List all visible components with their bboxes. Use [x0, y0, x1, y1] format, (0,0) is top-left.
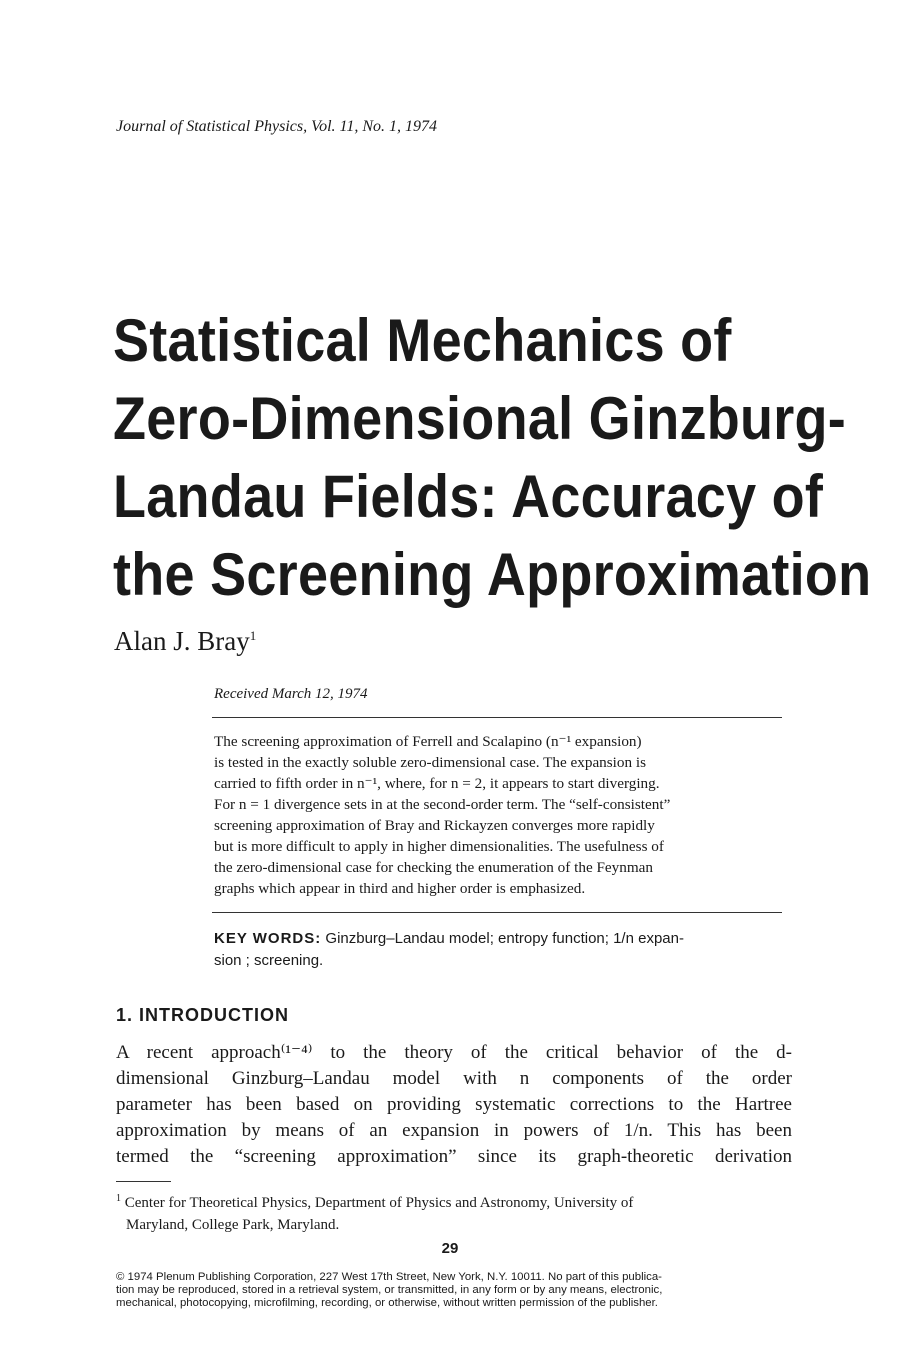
abstract-line: but is more difficult to apply in higher dimensionalities. The usefulness of	[214, 838, 664, 855]
copyright-line: tion may be reproduced, stored in a retrieval system, or transmitted, in any form or by any means, electronic,	[116, 1284, 663, 1296]
author-name: Alan J. Bray$^1$	[114, 626, 257, 656]
abstract-bottom-rule	[212, 912, 782, 913]
copyright-line: mechanical, photocopying, microfilming, recording, or otherwise, without written permission of the publisher.	[116, 1297, 658, 1309]
keywords-text: Ginzburg–Landau model; entropy function; 1/n expan-	[325, 930, 684, 947]
intro-line: dimensional Ginzburg–Landau model with n components of the order	[116, 1068, 792, 1089]
intro-paragraph	[116, 1040, 792, 1170]
copyright-line: © 1974 Plenum Publishing Corporation, 227 West 17th Street, New York, N.Y. 10011. No part of this publica-	[116, 1271, 662, 1283]
section-heading: 1. INTRODUCTION	[116, 1005, 290, 1025]
abstract-line: is tested in the exactly soluble zero-dimensional case. The expansion is	[214, 754, 647, 771]
intro-line: A recent approach⁽¹⁻⁴⁾ to the theory of the critical behavior of the d-	[116, 1042, 792, 1063]
footnote: $^1$ Center for Theoretical Physics, Department of Physics and Astronomy, University of Maryland, College Park, Maryland.	[116, 1193, 634, 1233]
abstract-line: carried to fifth order in n⁻¹, where, for n = 2, it appears to start diverging.	[214, 775, 660, 792]
footnote-mark: 1	[116, 1193, 121, 1204]
title-line: Statistical Mechanics of	[113, 307, 732, 374]
author-footnote-mark: 1	[249, 628, 257, 643]
keywords-label: KEY WORDS:	[214, 930, 322, 947]
intro-line: approximation by means of an expansion in powers of 1/n. This has been	[116, 1120, 792, 1141]
received-date: Received March 12, 1974	[214, 686, 368, 702]
keywords-text: sion ; screening.	[214, 952, 324, 969]
abstract-line: graphs which appear in third and higher order is emphasized.	[214, 880, 586, 897]
journal-citation: Journal of Statistical Physics, Vol. 11, No. 1, 1974	[116, 118, 438, 135]
abstract-line: The screening approximation of Ferrell and Scalapino (n⁻¹ expansion)	[214, 733, 642, 750]
keywords	[214, 928, 794, 972]
copyright-notice	[116, 1271, 796, 1310]
paper-title	[113, 302, 872, 614]
title-line: Landau Fields: Accuracy of	[113, 463, 824, 530]
abstract-line: screening approximation of Bray and Rickayzen converges more rapidly	[214, 817, 655, 834]
abstract-top-rule	[212, 717, 782, 718]
page-number: 29	[441, 1240, 459, 1257]
title-line: Zero-Dimensional Ginzburg-	[113, 385, 847, 452]
footnote-rule	[116, 1181, 171, 1182]
abstract-line: For n = 1 divergence sets in at the second-order term. The “self-consistent”	[214, 796, 671, 813]
intro-line: parameter has been based on providing systematic corrections to the Hartree	[116, 1094, 792, 1115]
intro-line: termed the “screening approximation” since its graph-theoretic derivation	[116, 1146, 792, 1167]
title-line: the Screening Approximation	[113, 541, 872, 608]
abstract-line: the zero-dimensional case for checking the enumeration of the Feynman	[214, 859, 654, 876]
abstract	[214, 731, 791, 899]
